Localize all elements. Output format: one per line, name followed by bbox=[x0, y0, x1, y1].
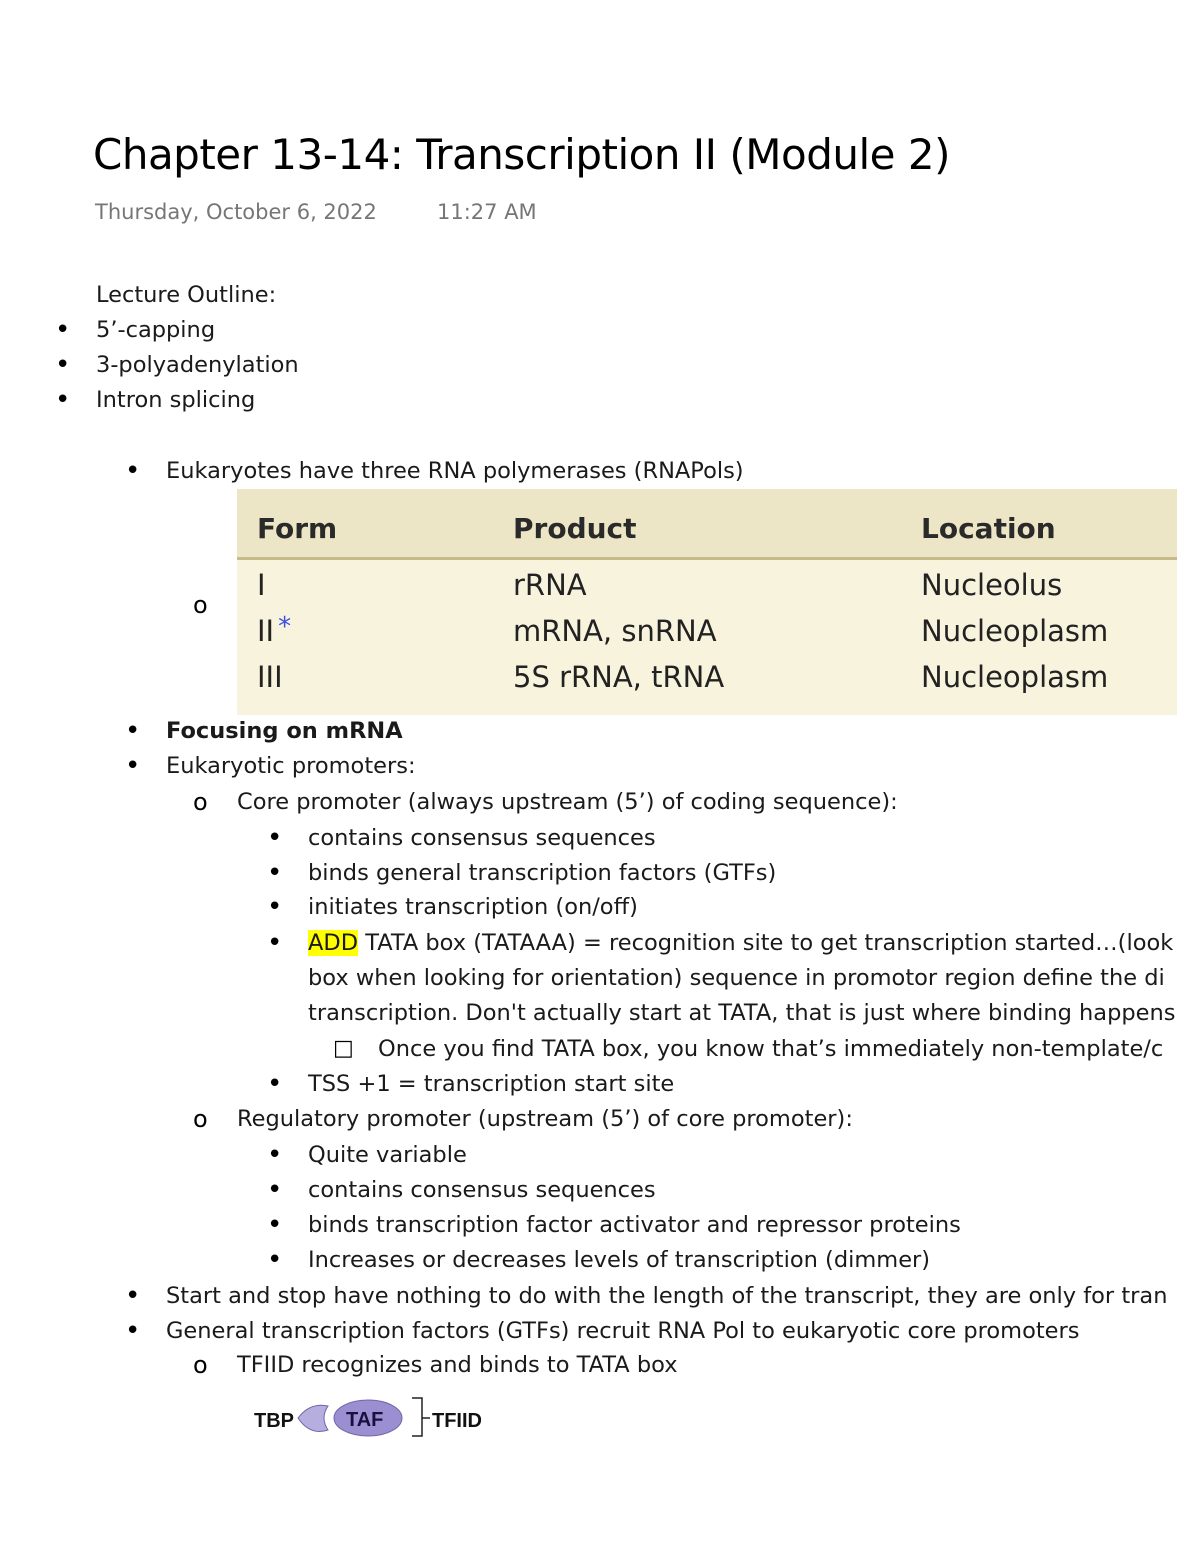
bullet-dot-icon: • bbox=[267, 928, 283, 958]
bullet-circle-icon: o bbox=[193, 591, 208, 619]
tata-note-line2: box when looking for orientation) sequence in promotor region define the di bbox=[308, 965, 1165, 991]
table-cell-form: II bbox=[257, 614, 275, 648]
regulatory-item: Increases or decreases levels of transcription (dimmer) bbox=[308, 1247, 931, 1273]
page-date: Thursday, October 6, 2022 bbox=[95, 200, 377, 224]
outline-item: Intron splicing bbox=[96, 387, 256, 413]
tfiid-label: TFIID bbox=[432, 1410, 482, 1432]
tfiid-diagram bbox=[250, 1396, 510, 1440]
bullet-dot-icon: • bbox=[125, 1316, 141, 1346]
bullet-dot-icon: • bbox=[125, 1281, 141, 1311]
table-header-form: Form bbox=[257, 512, 338, 545]
tbp-label: TBP bbox=[254, 1410, 294, 1432]
table-cell-location: Nucleoplasm bbox=[921, 614, 1109, 648]
tata-note-line3: transcription. Don't actually start at TATA, that is just where binding happens bbox=[308, 1000, 1176, 1026]
bullet-dot-icon: • bbox=[55, 350, 71, 380]
start-stop-note: Start and stop have nothing to do with the length of the transcript, they are only for tran bbox=[166, 1283, 1168, 1309]
outline-item: 5’-capping bbox=[96, 317, 216, 343]
tata-note-line1 bbox=[308, 928, 1173, 958]
bullet-circle-icon: o bbox=[193, 1105, 208, 1133]
table-header-location: Location bbox=[921, 512, 1056, 545]
gtf-note: General transcription factors (GTFs) recruit RNA Pol to eukaryotic core promoters bbox=[166, 1318, 1080, 1344]
bullet-dot-icon: • bbox=[267, 1069, 283, 1099]
bullet-circle-icon: o bbox=[193, 1351, 208, 1379]
bullet-square-icon: □ bbox=[333, 1036, 354, 1061]
rnapol-table bbox=[237, 489, 1177, 715]
table-cell-product: 5S rRNA, tRNA bbox=[513, 660, 725, 694]
page-title: Chapter 13-14: Transcription II (Module 2) bbox=[93, 130, 950, 179]
bullet-dot-icon: • bbox=[125, 456, 141, 486]
table-cell-form: I bbox=[257, 568, 266, 602]
highlighted-text: ADD bbox=[308, 930, 359, 956]
table-header-product: Product bbox=[513, 512, 637, 545]
bullet-dot-icon: • bbox=[267, 1210, 283, 1240]
table-cell-location: Nucleolus bbox=[921, 568, 1063, 602]
page-time: 11:27 AM bbox=[437, 200, 537, 224]
taf-label: TAF bbox=[346, 1409, 384, 1431]
bullet-dot-icon: • bbox=[267, 1245, 283, 1275]
tbp-shape bbox=[298, 1405, 328, 1431]
bullet-dot-icon: • bbox=[125, 751, 141, 781]
rnapol-intro: Eukaryotes have three RNA polymerases (RNAPols) bbox=[166, 458, 744, 484]
bullet-dot-icon: • bbox=[55, 385, 71, 415]
focus-note: Focusing on mRNA bbox=[166, 718, 403, 744]
bullet-dot-icon: • bbox=[55, 315, 71, 345]
core-promoter-heading: Core promoter (always upstream (5’) of coding sequence): bbox=[237, 789, 898, 815]
tss-note: TSS +1 = transcription start site bbox=[308, 1071, 675, 1097]
table-cell-location: Nucleoplasm bbox=[921, 660, 1109, 694]
regulatory-promoter-heading: Regulatory promoter (upstream (5’) of core promoter): bbox=[237, 1106, 853, 1132]
bullet-dot-icon: • bbox=[125, 716, 141, 746]
bullet-circle-icon: o bbox=[193, 788, 208, 816]
bracket-shape bbox=[412, 1398, 422, 1436]
regulatory-item: binds transcription factor activator and repressor proteins bbox=[308, 1212, 961, 1238]
tata-note-text: TATA box (TATAAA) = recognition site to get transcription started…(look bbox=[358, 930, 1174, 956]
tata-subnote: Once you find TATA box, you know that’s immediately non-template/c bbox=[378, 1036, 1164, 1062]
bullet-dot-icon: • bbox=[267, 892, 283, 922]
outline-item: 3-polyadenylation bbox=[96, 352, 299, 378]
table-header-rule bbox=[237, 557, 1177, 560]
core-item: initiates transcription (on/off) bbox=[308, 894, 638, 920]
table-cell-form: III bbox=[257, 660, 283, 694]
table-cell-form-with-star bbox=[257, 613, 291, 651]
table-cell-product: rRNA bbox=[513, 568, 587, 602]
outline-heading: Lecture Outline: bbox=[96, 282, 277, 308]
core-item: contains consensus sequences bbox=[308, 825, 656, 851]
regulatory-item: contains consensus sequences bbox=[308, 1177, 656, 1203]
bullet-dot-icon: • bbox=[267, 1140, 283, 1170]
bullet-dot-icon: • bbox=[267, 1175, 283, 1205]
core-item: binds general transcription factors (GTFs) bbox=[308, 860, 777, 886]
regulatory-item: Quite variable bbox=[308, 1142, 467, 1168]
bullet-dot-icon: • bbox=[267, 858, 283, 888]
asterisk-mark: * bbox=[278, 612, 292, 642]
bullet-dot-icon: • bbox=[267, 823, 283, 853]
table-cell-product: mRNA, snRNA bbox=[513, 614, 717, 648]
promoters-note: Eukaryotic promoters: bbox=[166, 753, 416, 779]
tfiid-note: TFIID recognizes and binds to TATA box bbox=[237, 1352, 678, 1378]
